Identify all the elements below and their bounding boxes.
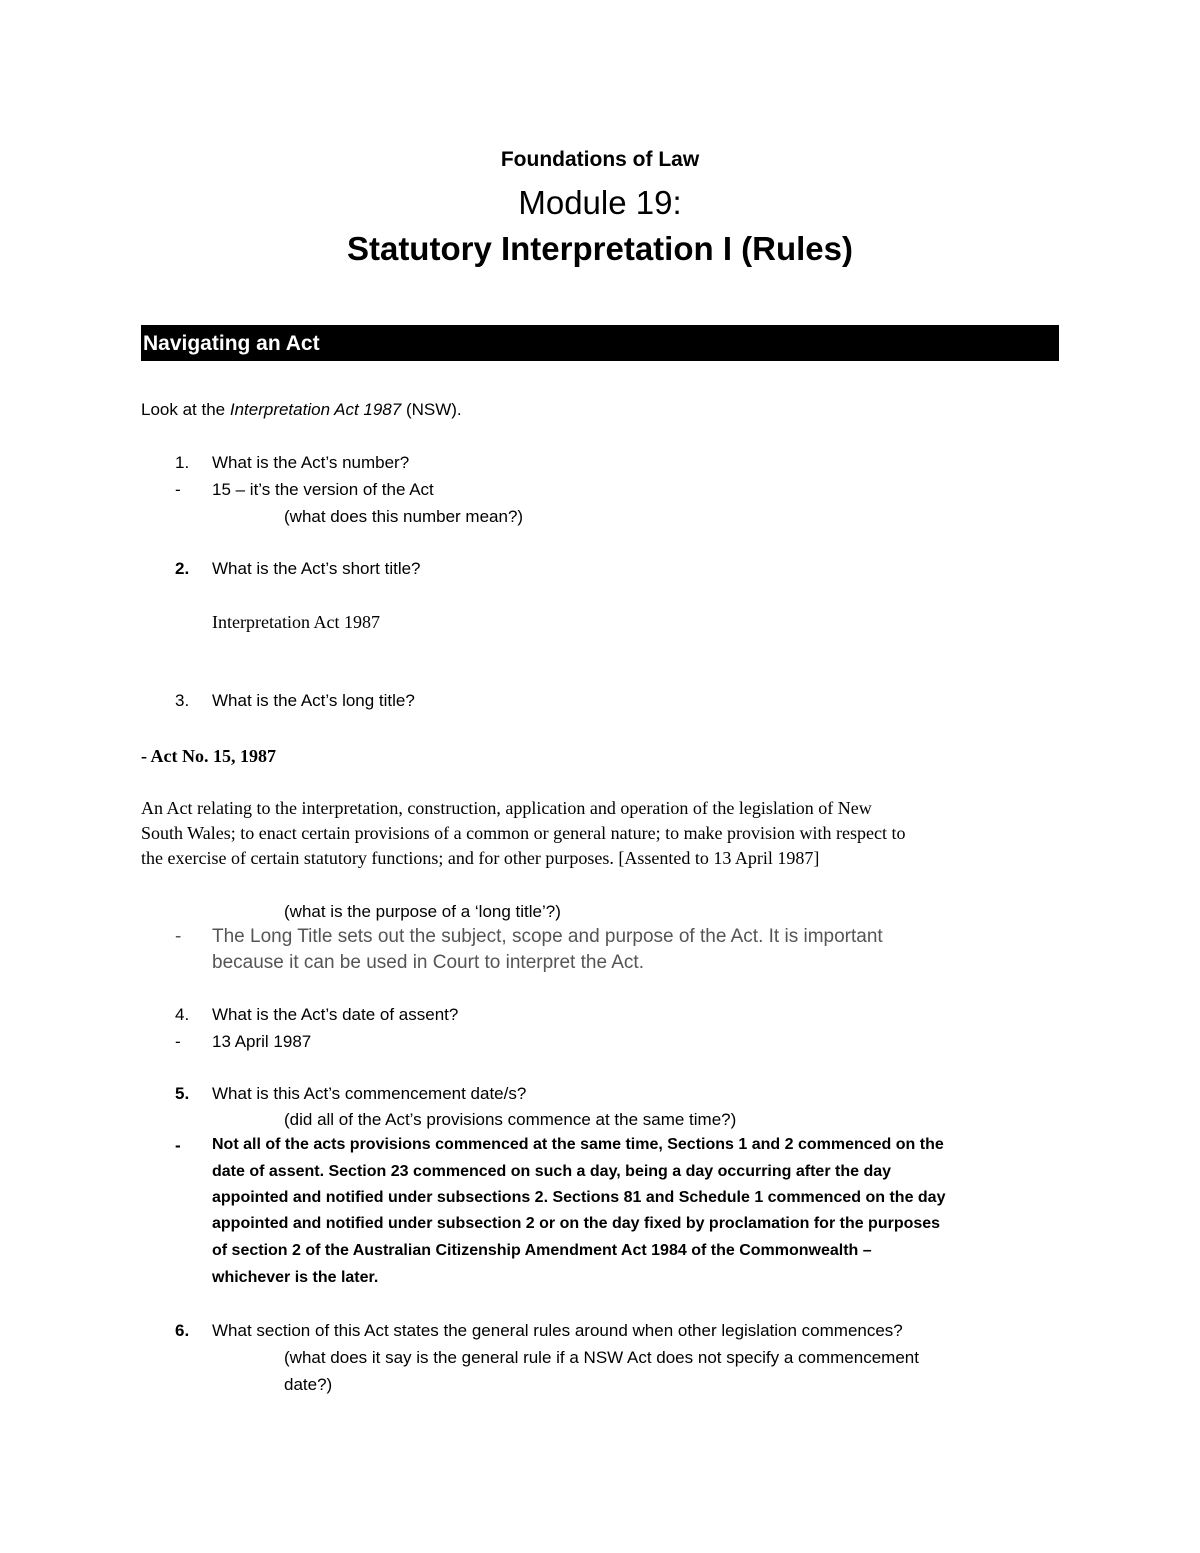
q4-answer: 13 April 1987 [212,1032,312,1051]
q3-act-number: - Act No. 15, 1987 [141,746,276,766]
section-header-bar [141,325,1059,361]
q4-number: 4. [175,1005,190,1024]
q5-prompt: (did all of the Act’s provisions commence at the same time?) [284,1110,737,1129]
q3-answer-line-2: because it can be used in Court to interpret the Act. [212,952,644,973]
intro-before: Look at the [141,400,230,419]
q3-answer-line-1: The Long Title sets out the subject, scope and purpose of the Act. It is important [212,926,883,947]
intro-text [141,401,462,418]
q3-long-title-line-2: South Wales; to enact certain provisions of a common or general nature; to make provision with respect to [141,823,906,843]
q6-question: What section of this Act states the general rules around when other legislation commences? [212,1321,903,1340]
intro-after: (NSW). [401,400,462,419]
q3-dash: - [175,926,182,947]
q1-prompt: (what does this number mean?) [284,507,524,526]
course-title: Foundations of Law [500,148,700,171]
q3-prompt: (what is the purpose of a ‘long title’?) [284,902,561,921]
q3-long-title-line-1: An Act relating to the interpretation, construction, application and operation of the legislation of New [141,798,872,818]
q1-question: What is the Act’s number? [212,453,410,472]
q6-prompt-line-1: (what does it say is the general rule if a NSW Act does not specify a commencement [284,1348,919,1367]
q5-answer-line-6: whichever is the later. [212,1269,379,1286]
q2-number: 2. [175,559,190,578]
q5-answer-line-3: appointed and notified under subsections 2. Sections 81 and Schedule 1 commenced on the day [212,1189,946,1206]
q3-question: What is the Act’s long title? [212,691,415,710]
q5-dash: - [175,1136,181,1155]
q1-answer: 15 – it’s the version of the Act [212,480,434,499]
q2-answer: Interpretation Act 1987 [212,612,380,632]
q3-long-title-line-3: the exercise of certain statutory functions; and for other purposes. [Assented to 13 April 1987] [141,848,820,868]
q1-dash: - [175,480,181,499]
q3-number: 3. [175,691,190,710]
q4-dash: - [175,1032,181,1051]
intro-act-name: Interpretation Act 1987 [229,400,402,419]
q5-answer-line-5: of section 2 of the Australian Citizenship Amendment Act 1984 of the Commonwealth – [212,1242,872,1259]
module-title: Module 19: [518,184,682,221]
q2-question: What is the Act’s short title? [212,559,421,578]
q1-number: 1. [175,453,190,472]
q5-number: 5. [175,1084,190,1103]
q6-prompt-line-2: date?) [284,1375,333,1394]
topic-title: Statutory Interpretation I (Rules) [346,230,854,267]
q5-answer-line-1: Not all of the acts provisions commenced at the same time, Sections 1 and 2 commenced on the [212,1136,944,1153]
q5-question: What is this Act’s commencement date/s? [212,1084,527,1103]
q6-number: 6. [175,1321,190,1340]
q4-question: What is the Act’s date of assent? [212,1005,459,1024]
q5-answer-line-4: appointed and notified under subsection 2 or on the day fixed by proclamation for the purposes [212,1215,941,1232]
section-header-title: Navigating an Act [143,332,320,355]
q5-answer-line-2: date of assent. Section 23 commenced on such a day, being a day occurring after the day [212,1163,892,1180]
